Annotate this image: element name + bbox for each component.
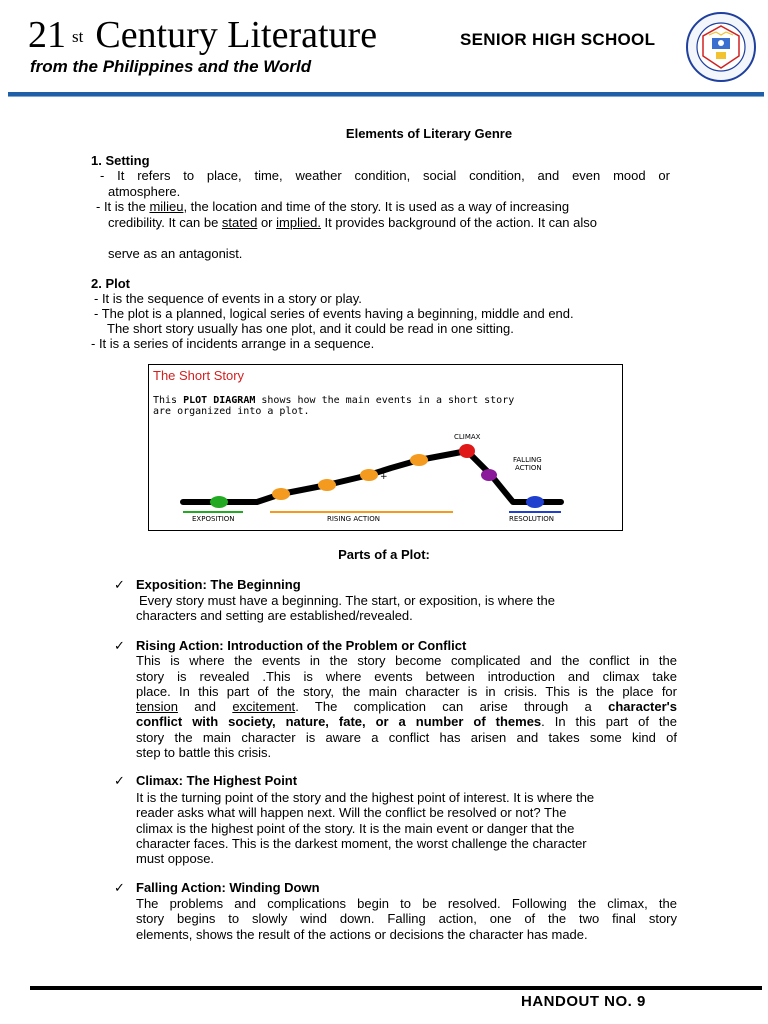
- resolution-label: RESOLUTION: [509, 515, 555, 523]
- setting-text-line: atmosphere.: [108, 184, 181, 199]
- rising-point: [318, 479, 336, 491]
- climax-point: [459, 444, 475, 458]
- page-subtitle: from the Philippines and the World: [30, 57, 312, 76]
- rising-point: [272, 488, 290, 500]
- falling-label: ACTION: [515, 464, 542, 472]
- rising-text-line: story is revealed .This is where events between introduction and climax take: [136, 669, 677, 684]
- rising-text-line: place. In this part of the story, the main character is in crisis. This is the place for: [136, 684, 677, 699]
- setting-text-line: credibility. It can be stated or implied. It provides background of the action. It can also: [108, 215, 597, 230]
- climax-text-line: character faces. This is the darkest moment, the worst challenge the character: [136, 836, 587, 851]
- check-icon: ✓: [114, 638, 125, 653]
- exposition-text-line: characters and setting are established/revealed.: [136, 608, 413, 623]
- rising-text-line: conflict with society, nature, fate, or a number of themes. In this part of the: [136, 714, 677, 729]
- footer-divider: [30, 986, 762, 990]
- plus-mark: +: [380, 472, 388, 482]
- rising-point: [360, 469, 378, 481]
- page-title: 21 $^{st}$ Century Literature: [28, 14, 378, 56]
- plot-diagram: [148, 364, 623, 531]
- setting-text-line: serve as an antagonist.: [108, 246, 243, 261]
- setting-text-line: - It is the milieu, the location and time of the story. It is used as a way of increasing: [96, 199, 570, 214]
- falling-label: FALLING: [513, 456, 542, 464]
- plot-text-line: - It is the sequence of events in a story or play.: [94, 291, 362, 306]
- resolution-bar: [509, 511, 561, 513]
- check-icon: ✓: [114, 577, 125, 592]
- setting-text-line: - It refers to place, time, weather condition, social condition, and even mood or: [100, 168, 670, 183]
- climax-text-line: It is the turning point of the story and the highest point of interest. It is where the: [136, 790, 595, 805]
- check-icon: ✓: [114, 773, 125, 788]
- document-title: Elements of Literary Genre: [345, 126, 513, 141]
- check-icon: ✓: [114, 880, 125, 895]
- rising-text-line: story the main character is aware a conflict has arisen and takes some kind of: [136, 730, 677, 745]
- diagram-caption-line2: are organized into a plot.: [153, 406, 310, 417]
- rising-bar: [270, 511, 453, 513]
- rising-label: RISING ACTION: [327, 515, 380, 523]
- falling-text-line: elements, shows the result of the actions or decisions the character has made.: [136, 927, 588, 942]
- handout-number: HANDOUT NO. 9: [521, 993, 646, 1010]
- diagram-caption: This PLOT DIAGRAM shows how the main events in a short story: [153, 395, 515, 406]
- falling-text-line: The problems and complications begin to be resolved. Following the climax, the: [136, 896, 677, 911]
- rising-text-line: tension and excitement. The complication can arise through a character's: [136, 699, 677, 714]
- climax-text-line: climax is the highest point of the story. It is the main event or danger that the: [136, 821, 575, 836]
- falling-heading: ✓ Falling Action: Winding Down: [114, 880, 320, 895]
- climax-label: CLIMAX: [454, 433, 481, 441]
- plot-text-line: - The plot is a planned, logical series of events having a beginning, middle and end.: [94, 306, 574, 321]
- plot-diagram-figure: [149, 365, 622, 530]
- plot-text-line: - It is a series of incidents arrange in a sequence.: [91, 336, 375, 351]
- resolution-point: [526, 496, 544, 508]
- school-seal-logo: [686, 12, 756, 82]
- rising-text-line: This is where the events in the story become complicated and the conflict in the: [136, 653, 677, 668]
- exposition-bar: [183, 511, 243, 513]
- exposition-text-line: Every story must have a beginning. The start, or exposition, is where the: [139, 593, 555, 608]
- climax-text-line: reader asks what will happen next. Will the conflict be resolved or not? The: [136, 805, 567, 820]
- climax-text-line: must oppose.: [136, 851, 215, 866]
- school-label: SENIOR HIGH SCHOOL: [460, 30, 656, 49]
- header-divider-thin: [8, 96, 764, 97]
- exposition-label: EXPOSITION: [192, 515, 235, 523]
- falling-text-line: story begins to slowly wind down. Falling action, one of the two final story: [136, 911, 677, 926]
- plot-heading: 2. Plot: [91, 276, 131, 291]
- exposition-point: [210, 496, 228, 508]
- falling-point: [481, 469, 497, 481]
- parts-heading: Parts of a Plot:: [338, 547, 430, 562]
- exposition-heading: ✓ Exposition: The Beginning: [114, 577, 301, 592]
- rising-heading: ✓ Rising Action: Introduction of the Problem or Conflict: [114, 638, 467, 653]
- diagram-title: The Short Story: [153, 368, 245, 383]
- rising-point: [410, 454, 428, 466]
- climax-heading: ✓ Climax: The Highest Point: [114, 773, 298, 788]
- rising-text-line: step to battle this crisis.: [136, 745, 272, 760]
- plot-text-line: The short story usually has one plot, and it could be read in one sitting.: [107, 321, 514, 336]
- setting-heading: 1. Setting: [91, 153, 150, 168]
